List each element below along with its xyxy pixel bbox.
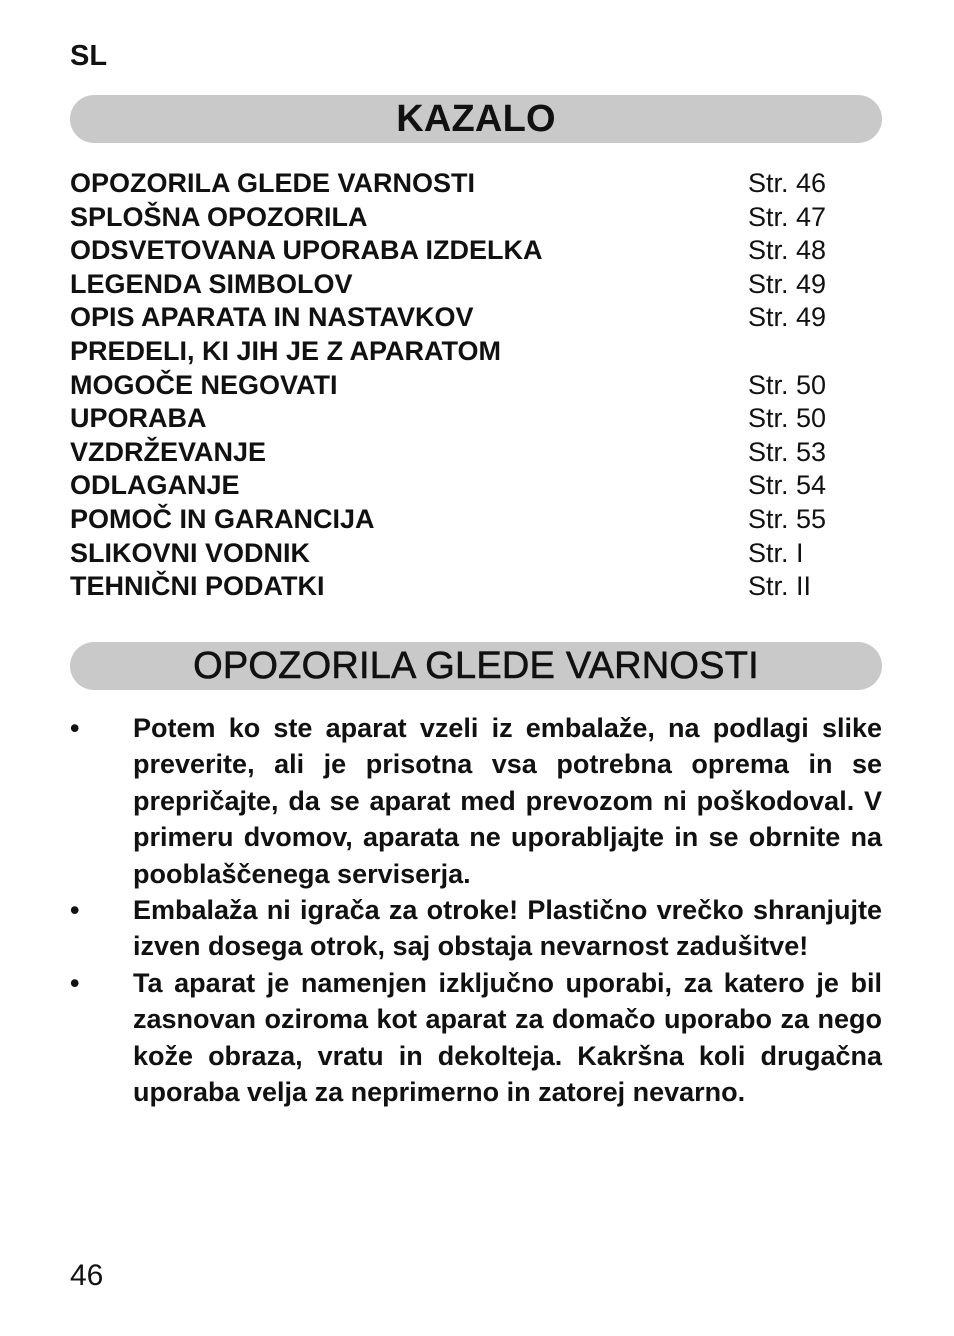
toc-entry[interactable]	[70, 402, 882, 436]
toc-entry-title: TEHNIČNI PODATKI	[70, 571, 325, 602]
toc-entry-title: ODLAGANJE	[70, 470, 240, 501]
toc-entry-title: OPIS APARATA IN NASTAVKOV	[70, 302, 474, 333]
bullet-icon: •	[70, 713, 80, 743]
toc-entry[interactable]	[70, 503, 882, 537]
bullet-icon: •	[70, 895, 80, 926]
toc-entry-title: PREDELI, KI JIH JE Z APARATOM	[70, 335, 502, 366]
toc-entry[interactable]	[70, 335, 882, 369]
index-heading: KAZALO	[70, 95, 882, 143]
toc-entry[interactable]	[70, 369, 882, 403]
toc-entry[interactable]	[70, 234, 882, 268]
toc-entry-page: Str. 49	[748, 268, 827, 299]
toc-entry[interactable]	[70, 469, 882, 503]
toc-entry[interactable]	[70, 570, 882, 604]
toc-entry-title: UPORABA	[70, 403, 207, 434]
toc-entry-title: LEGENDA SIMBOLOV	[70, 268, 353, 299]
toc-entry-page: Str. 48	[748, 235, 827, 266]
toc-entry-page: Str. 55	[748, 503, 827, 534]
toc-entry-page: Str. 46	[748, 168, 827, 198]
toc-entry-title: OPOZORILA GLEDE VARNOSTI	[70, 168, 476, 198]
toc-entry[interactable]	[70, 268, 882, 302]
toc-entry-page: Str. II	[748, 571, 812, 602]
list-item	[70, 710, 882, 892]
language-code: SL	[70, 40, 108, 72]
toc-entry-page: Str. 49	[748, 302, 827, 333]
warning-text: Ta aparat je namenjen izključno uporabi, za katero je bil zasnovan oziroma kot aparat za domačo uporabo za nego kože obraza, vratu in dekolteja. Kakršna koli drugačna uporaba velja za neprimerno in zatorej nevarno.	[133, 967, 882, 1108]
warning-text: Embalaža ni igrača za otroke! Plastično vrečko shranjujte izven dosega otrok, saj obstaja nevarnost zadušitve!	[133, 895, 882, 962]
warning-text: Potem ko ste aparat vzeli iz embalaže, na podlagi slike preverite, ali je prisotna vsa potrebna oprema in se prepričajte, da se aparat med prevozom ni poškodoval. V primeru dvomov, aparata ne uporabljajte in se obrnite na pooblaščenega serviserja.	[133, 713, 882, 889]
safety-warnings-list	[70, 710, 882, 1110]
toc-entry-page: Str. 50	[748, 369, 827, 400]
toc-entry-page: Str. 54	[748, 470, 827, 501]
toc-entry[interactable]	[70, 537, 882, 571]
toc-entry-page: Str. 50	[748, 403, 827, 434]
toc-entry-title: SPLOŠNA OPOZORILA	[70, 201, 368, 232]
toc-entry-title: SLIKOVNI VODNIK	[70, 537, 311, 568]
toc-entry-title: POMOČ IN GARANCIJA	[70, 503, 375, 534]
toc-entry-title: MOGOČE NEGOVATI	[70, 369, 338, 400]
toc-entry-title: VZDRŽEVANJE	[70, 436, 267, 467]
list-item	[70, 965, 882, 1111]
safety-heading: OPOZORILA GLEDE VARNOSTI	[70, 642, 882, 690]
toc-entry[interactable]	[70, 436, 882, 470]
toc-entry-page: Str. I	[748, 537, 804, 568]
bullet-icon: •	[70, 967, 80, 998]
toc-entry[interactable]	[70, 201, 882, 235]
toc-entry[interactable]	[70, 301, 882, 335]
toc-entry-page: Str. 47	[748, 201, 827, 232]
toc-entry[interactable]	[70, 167, 882, 201]
page-number: 46	[70, 1259, 104, 1292]
toc-entry-title: ODSVETOVANA UPORABA IZDELKA	[70, 235, 543, 266]
list-item	[70, 892, 882, 965]
table-of-contents	[70, 167, 882, 604]
toc-entry-page: Str. 53	[748, 436, 827, 467]
